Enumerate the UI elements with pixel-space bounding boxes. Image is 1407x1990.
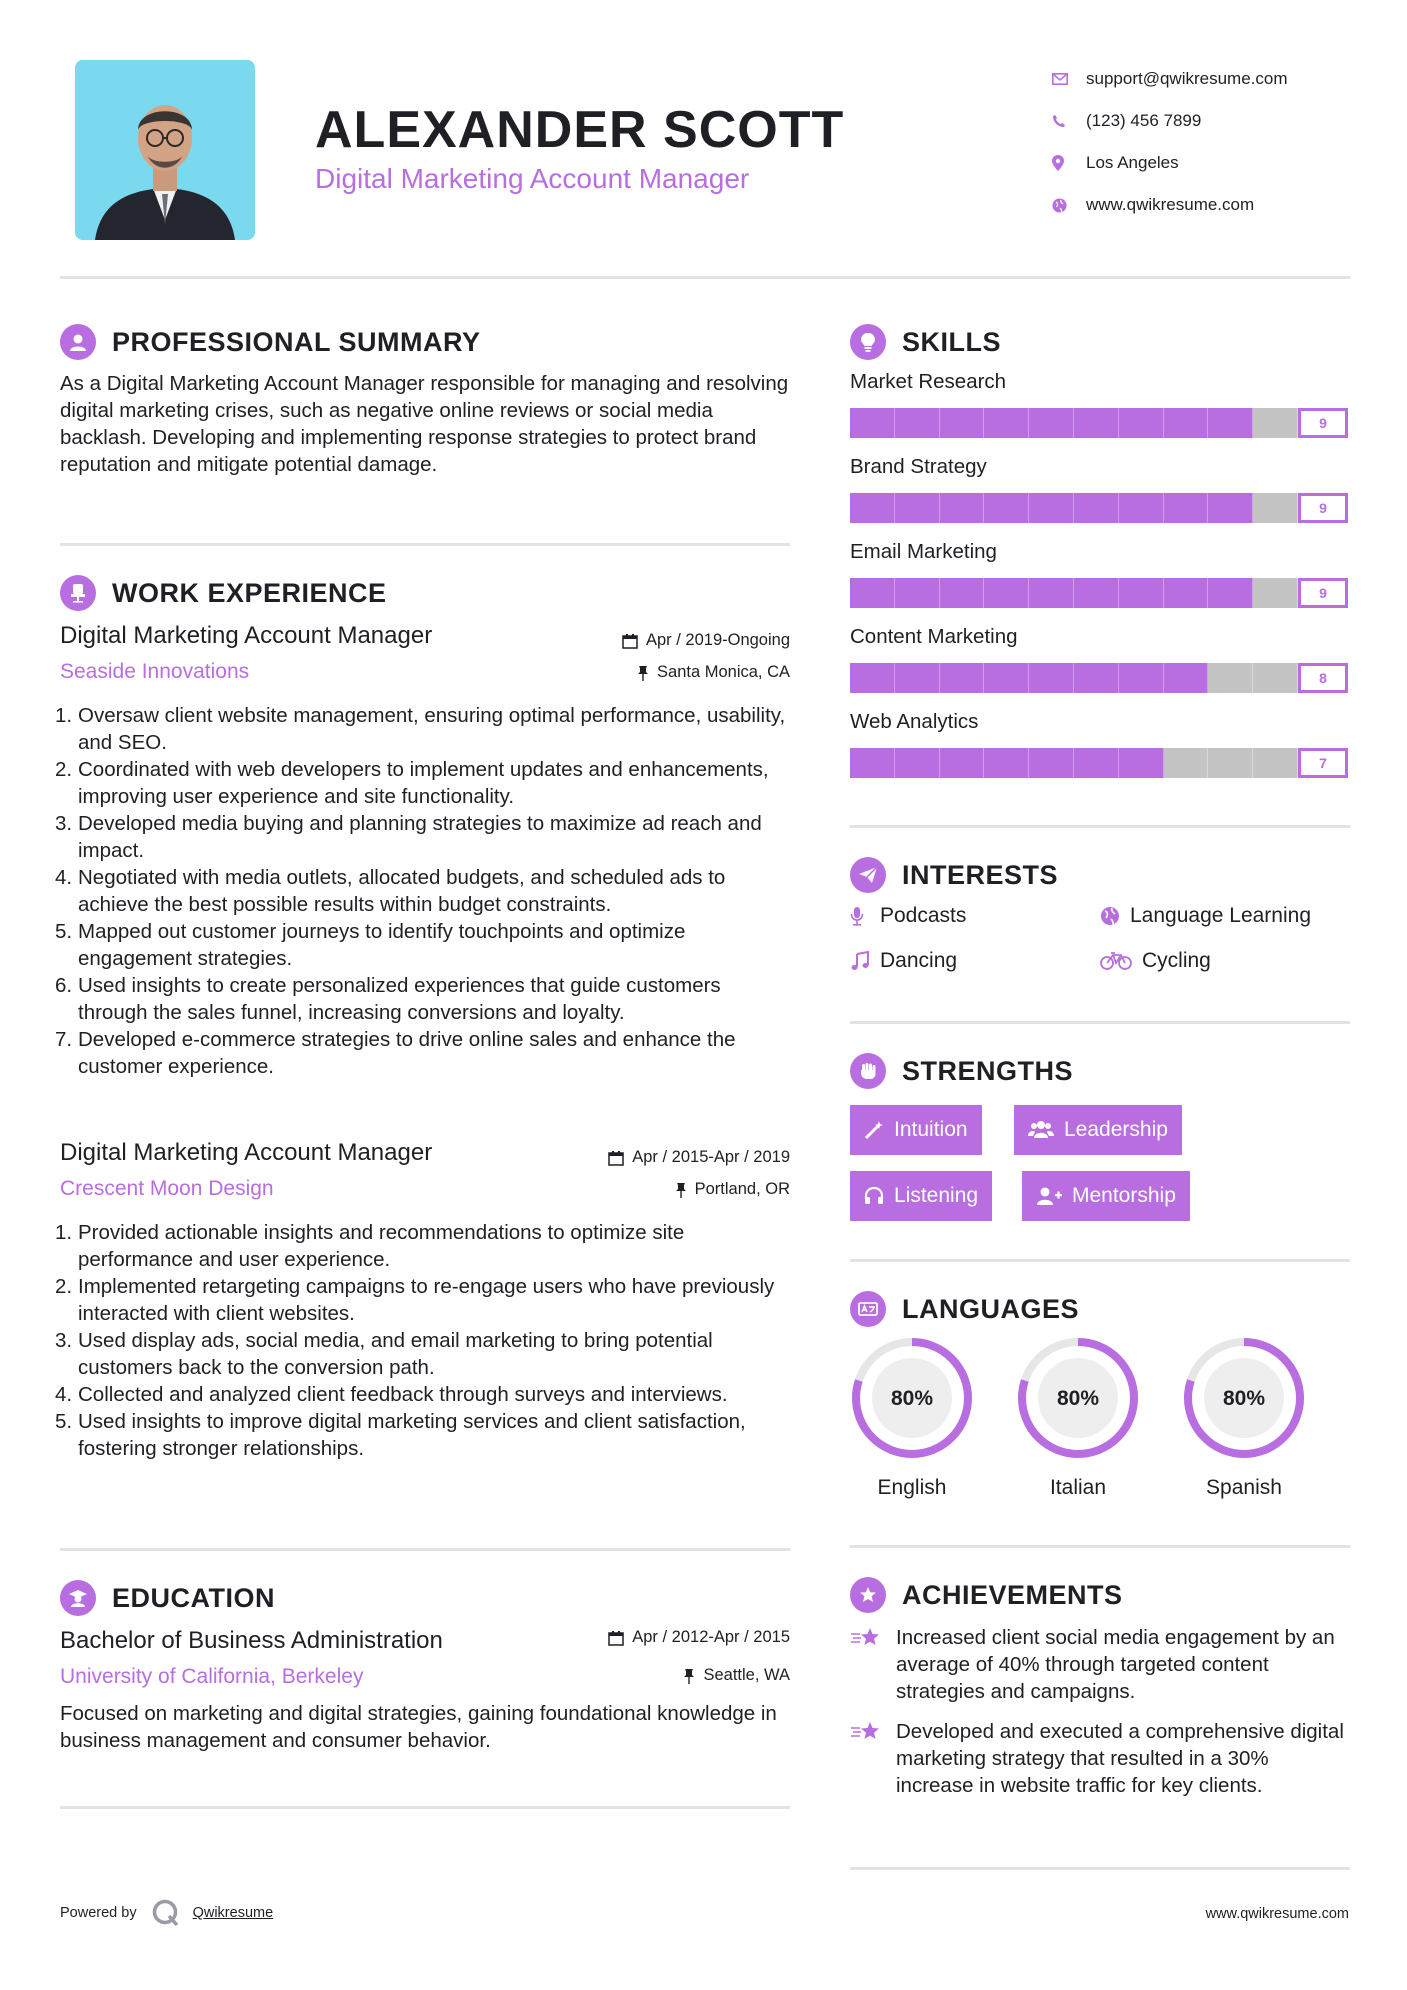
education-location bbox=[683, 1666, 790, 1685]
interest-dancing bbox=[850, 949, 957, 973]
strength-leadership: Leadership bbox=[1014, 1105, 1182, 1155]
strength-listening: Listening bbox=[850, 1171, 992, 1221]
fist-icon bbox=[850, 1053, 886, 1089]
left-column bbox=[55, 0, 790, 1990]
interest-label: Cycling bbox=[1142, 949, 1211, 972]
interests-title: INTERESTS bbox=[902, 859, 1059, 890]
language-name: Italian bbox=[1049, 1476, 1107, 1499]
headphones-icon bbox=[864, 1186, 884, 1206]
skills-divider bbox=[850, 825, 1350, 828]
languages-heading bbox=[850, 1291, 1079, 1327]
job-1-company: Seaside Innovations bbox=[60, 660, 250, 683]
skill-score: 8 bbox=[1298, 663, 1348, 693]
language-name: Spanish bbox=[1206, 1476, 1282, 1499]
job-2-date bbox=[608, 1148, 790, 1167]
job-1-location bbox=[637, 663, 790, 682]
interest-label: Podcasts bbox=[880, 904, 967, 927]
shooting-star-icon bbox=[850, 1718, 896, 1799]
pushpin-icon bbox=[683, 1668, 695, 1684]
powered-by-text: Powered by bbox=[60, 1905, 137, 1921]
bicycle-icon bbox=[1100, 952, 1142, 970]
contact-website-text: www.qwikresume.com bbox=[1086, 195, 1255, 214]
contact-email-text: support@qwikresume.com bbox=[1086, 69, 1288, 88]
interest-podcasts bbox=[850, 904, 966, 928]
candidate-title: Digital Marketing Account Manager bbox=[315, 163, 750, 194]
skill-score: 7 bbox=[1298, 748, 1348, 778]
language-level: 80% bbox=[1056, 1387, 1100, 1410]
job-2-location bbox=[675, 1180, 790, 1199]
contact-location-text: Los Angeles bbox=[1086, 153, 1179, 172]
list-item: 2. Implemented retargeting campaigns to re-engage users who have previously interacted with client websites. bbox=[55, 1275, 775, 1325]
achievement-item bbox=[850, 1718, 1350, 1799]
music-note-icon bbox=[850, 951, 880, 971]
lightbulb-icon bbox=[850, 324, 886, 360]
education-date-text: Apr / 2012-Apr / 2015 bbox=[632, 1628, 790, 1646]
education-school: University of California, Berkeley bbox=[60, 1665, 364, 1688]
job-1-date-text: Apr / 2019-Ongoing bbox=[645, 631, 790, 649]
job-2-company: Crescent Moon Design bbox=[60, 1177, 274, 1200]
skill-name: Market Research bbox=[850, 370, 1007, 393]
calendar-icon bbox=[608, 1630, 624, 1646]
job-1-responsibilities bbox=[55, 702, 790, 1080]
skill-name: Content Marketing bbox=[850, 625, 1018, 648]
list-item: 7. Developed e-commerce strategies to drive online sales and enhance the customer experience. bbox=[55, 1028, 736, 1078]
education-date bbox=[608, 1628, 790, 1647]
list-item: 5. Mapped out customer journeys to identify touchpoints and optimize engagement strategies. bbox=[55, 920, 686, 970]
achievement-text: Developed and executed a comprehensive digital marketing strategy that resulted in a 30% increase in website traffic for key clients. bbox=[896, 1720, 1344, 1797]
job-1-location-text: Santa Monica, CA bbox=[657, 663, 790, 681]
experience-heading bbox=[60, 575, 387, 611]
users-icon bbox=[1028, 1120, 1054, 1140]
summary-title: PROFESSIONAL SUMMARY bbox=[112, 326, 481, 357]
summary-heading bbox=[60, 324, 481, 360]
language-level: 80% bbox=[1222, 1387, 1266, 1410]
briefcase-chair-icon bbox=[60, 575, 96, 611]
list-item: 2. Coordinated with web developers to implement updates and enhancements, improving user experience and site functionality. bbox=[55, 758, 769, 808]
list-item: 3. Used display ads, social media, and email marketing to bring potential customers back to the conversion path. bbox=[55, 1329, 713, 1379]
education-text: Focused on marketing and digital strategies, gaining foundational knowledge in business management and consumer behavior. bbox=[60, 1702, 777, 1752]
list-item: 3. Developed media buying and planning strategies to maximize ad reach and impact. bbox=[55, 812, 762, 862]
summary-text: As a Digital Marketing Account Manager responsible for managing and resolving digital marketing crises, such as negative online reviews or social media backlash. Developing and implementing response strategies to protect brand reputation and mitigate potential damage. bbox=[60, 372, 789, 476]
job-1-date bbox=[622, 631, 790, 650]
languages-divider bbox=[850, 1545, 1350, 1548]
magic-wand-icon bbox=[864, 1120, 884, 1140]
skills-heading bbox=[850, 324, 1001, 360]
achievements-title: ACHIEVEMENTS bbox=[902, 1579, 1123, 1610]
strengths-heading bbox=[850, 1053, 1073, 1089]
qwikresume-logo-icon bbox=[151, 1898, 181, 1928]
education-degree: Bachelor of Business Administration bbox=[60, 1627, 443, 1654]
skill-bar bbox=[850, 748, 1298, 778]
footer-url[interactable]: www.qwikresume.com bbox=[1205, 1906, 1349, 1922]
qwikresume-link[interactable]: Qwikresume bbox=[192, 1905, 274, 1921]
candidate-name: ALEXANDER SCOTT bbox=[315, 101, 845, 159]
pushpin-icon bbox=[675, 1182, 687, 1198]
language-level: 80% bbox=[890, 1387, 934, 1410]
interests-divider bbox=[850, 1021, 1350, 1024]
job-1-title: Digital Marketing Account Manager bbox=[60, 622, 433, 649]
list-item: 5. Used insights to improve digital marketing services and client satisfaction, fostering stronger relationships. bbox=[55, 1410, 746, 1460]
language-item bbox=[1016, 1336, 1140, 1499]
interest-language-learning bbox=[1100, 904, 1311, 928]
strengths-divider bbox=[850, 1259, 1350, 1262]
language-ring bbox=[850, 1336, 974, 1460]
skill-score: 9 bbox=[1298, 493, 1348, 523]
job-2-location-text: Portland, OR bbox=[694, 1180, 790, 1198]
education-title: EDUCATION bbox=[112, 1582, 275, 1613]
strength-intuition: Intuition bbox=[850, 1105, 982, 1155]
skill-bar bbox=[850, 663, 1298, 693]
achievements-heading bbox=[850, 1577, 1123, 1613]
skill-name: Email Marketing bbox=[850, 540, 997, 563]
experience-title: WORK EXPERIENCE bbox=[112, 577, 387, 608]
interest-label: Language Learning bbox=[1130, 904, 1312, 927]
list-item: 6. Used insights to create personalized experiences that guide customers through the sales funnel, increasing conversions and loyalty. bbox=[55, 974, 721, 1024]
shooting-star-icon bbox=[850, 1624, 896, 1705]
award-star-icon bbox=[850, 1577, 886, 1613]
skill-bar bbox=[850, 408, 1298, 438]
graduate-icon bbox=[60, 1580, 96, 1616]
user-plus-icon bbox=[1036, 1186, 1062, 1206]
microphone-icon bbox=[850, 906, 880, 926]
education-divider bbox=[60, 1806, 790, 1809]
skills-title: SKILLS bbox=[902, 326, 1002, 357]
list-item: 1. Oversaw client website management, ensuring optimal performance, usability, and SEO. bbox=[55, 704, 786, 754]
job-2-date-text: Apr / 2015-Apr / 2019 bbox=[632, 1148, 790, 1166]
list-item: 4. Collected and analyzed client feedback through surveys and interviews. bbox=[55, 1383, 728, 1406]
skill-bar bbox=[850, 493, 1298, 523]
summary-divider bbox=[60, 543, 790, 546]
footer-powered-by bbox=[60, 1898, 273, 1928]
achievement-item bbox=[850, 1624, 1350, 1705]
education-heading bbox=[60, 1580, 275, 1616]
skill-score: 9 bbox=[1298, 578, 1348, 608]
calendar-icon bbox=[608, 1150, 624, 1166]
skill-name: Web Analytics bbox=[850, 710, 979, 733]
pushpin-icon bbox=[637, 665, 649, 681]
job-2-title: Digital Marketing Account Manager bbox=[60, 1139, 433, 1166]
skill-bar bbox=[850, 578, 1298, 608]
language-item bbox=[850, 1336, 974, 1499]
achievements-divider bbox=[850, 1867, 1350, 1870]
right-column bbox=[850, 0, 1350, 1990]
list-item: 4. Negotiated with media outlets, allocated budgets, and scheduled ads to achieve the best possible results within budget constraints. bbox=[55, 866, 726, 916]
interests-heading bbox=[850, 857, 1058, 893]
education-location-text: Seattle, WA bbox=[703, 1666, 790, 1684]
strength-mentorship: Mentorship bbox=[1022, 1171, 1190, 1221]
language-ring bbox=[1016, 1336, 1140, 1460]
experience-divider bbox=[60, 1548, 790, 1551]
interest-cycling bbox=[1100, 949, 1211, 973]
interest-label: Dancing bbox=[880, 949, 958, 972]
calendar-icon bbox=[622, 633, 638, 649]
language-name: English bbox=[877, 1476, 947, 1499]
language-ring bbox=[1182, 1336, 1306, 1460]
skill-name: Brand Strategy bbox=[850, 455, 987, 478]
user-icon bbox=[60, 324, 96, 360]
contact-phone-text: (123) 456 7899 bbox=[1086, 111, 1202, 130]
skill-score: 9 bbox=[1298, 408, 1348, 438]
language-icon bbox=[850, 1291, 886, 1327]
languages-title: LANGUAGES bbox=[902, 1293, 1080, 1324]
globe-icon bbox=[1100, 906, 1130, 926]
job-2-responsibilities bbox=[55, 1219, 790, 1462]
language-item bbox=[1182, 1336, 1306, 1499]
paper-plane-icon bbox=[850, 857, 886, 893]
achievement-text: Increased client social media engagement by an average of 40% through targeted content strategies and campaigns. bbox=[896, 1626, 1335, 1703]
strengths-title: STRENGTHS bbox=[902, 1055, 1074, 1086]
list-item: 1. Provided actionable insights and recommendations to optimize site performance and user experience. bbox=[55, 1221, 685, 1271]
